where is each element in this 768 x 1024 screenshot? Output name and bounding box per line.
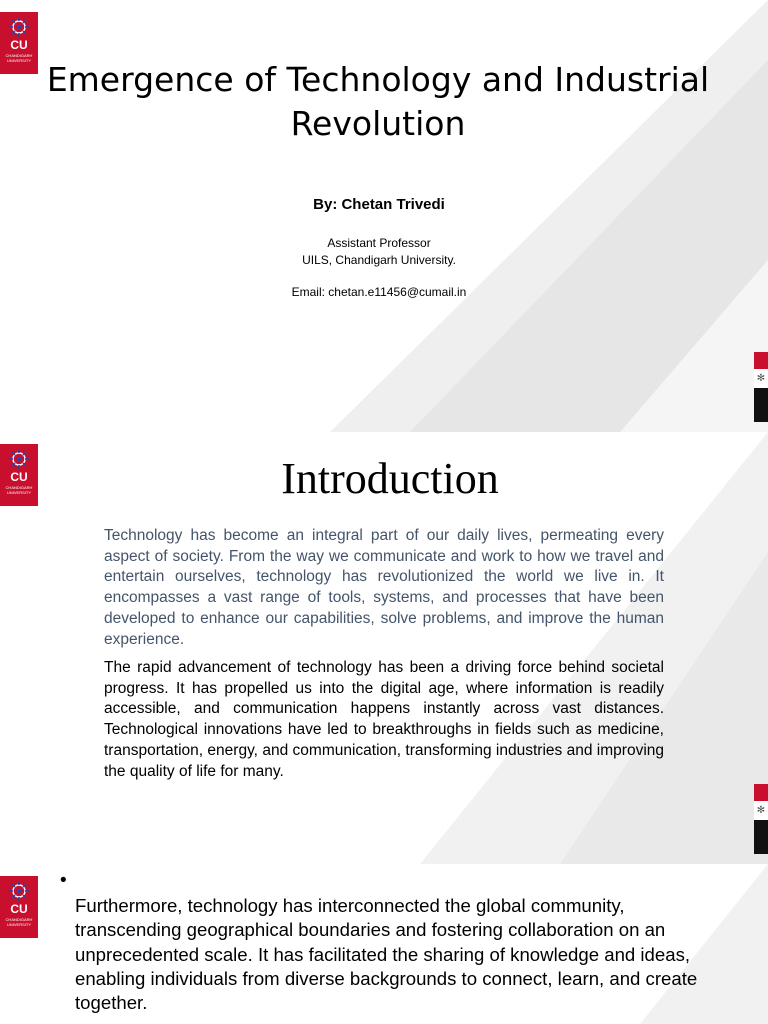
- university-logo: [0, 12, 38, 74]
- author-line: By: Chetan Trivedi: [313, 196, 445, 213]
- author-organization: UILS, Chandigarh University.: [302, 253, 456, 267]
- logo-abbreviation: CU: [10, 38, 28, 52]
- slide-side-tab: [754, 352, 768, 422]
- bullet-marker: •: [60, 870, 67, 891]
- university-logo: [0, 876, 38, 938]
- section-heading: Introduction: [281, 454, 499, 503]
- gear-icon: ✻: [754, 369, 768, 388]
- author-email: Email: chetan.e11456@cumail.in: [291, 285, 467, 299]
- intro-paragraph-1: Technology has become an integral part of our daily lives, permeating every aspect of society. From the way we communicate and work to how we travel and entertain ourselves, technology has revolutionized the world we live in. It encompasses a vast range of tools, systems, and processes that have been developed to enhance our capabilities, solve problems, and improve the human experience.: [104, 527, 664, 648]
- slide-side-tab: [754, 784, 768, 854]
- cu-emblem-icon: [8, 16, 30, 38]
- slide-title: [0, 0, 768, 432]
- presentation-title: Emergence of Technology and Industrial Revolution: [46, 60, 710, 143]
- logo-university-name: CHANDIGARH UNIVERSITY: [5, 917, 33, 927]
- cu-emblem-icon: [8, 880, 30, 902]
- logo-university-name: CHANDIGARH UNIVERSITY: [5, 53, 33, 63]
- logo-abbreviation: CU: [10, 470, 28, 484]
- author-role: Assistant Professor: [327, 236, 431, 250]
- gear-icon: ✻: [754, 801, 768, 820]
- intro-paragraph-2: The rapid advancement of technology has been a driving force behind societal progress. It has propelled us into the digital age, where information is readily accessible, and communication happens instantly across vast distances. Technological innovations have led to breakthroughs in fields such as medicine, transportation, energy, and communication, transforming industries and improving the quality of life for many.: [104, 659, 664, 780]
- bullet-text: Furthermore, technology has interconnected the global community, transcending geographical boundaries and fostering collaboration on an unprecedented scale. It has facilitated the sharing of knowledge and ideas, enabling individuals from diverse backgrounds to connect, learn, and create together.: [75, 895, 698, 1014]
- logo-university-name: CHANDIGARH UNIVERSITY: [5, 485, 33, 495]
- logo-abbreviation: CU: [10, 902, 28, 916]
